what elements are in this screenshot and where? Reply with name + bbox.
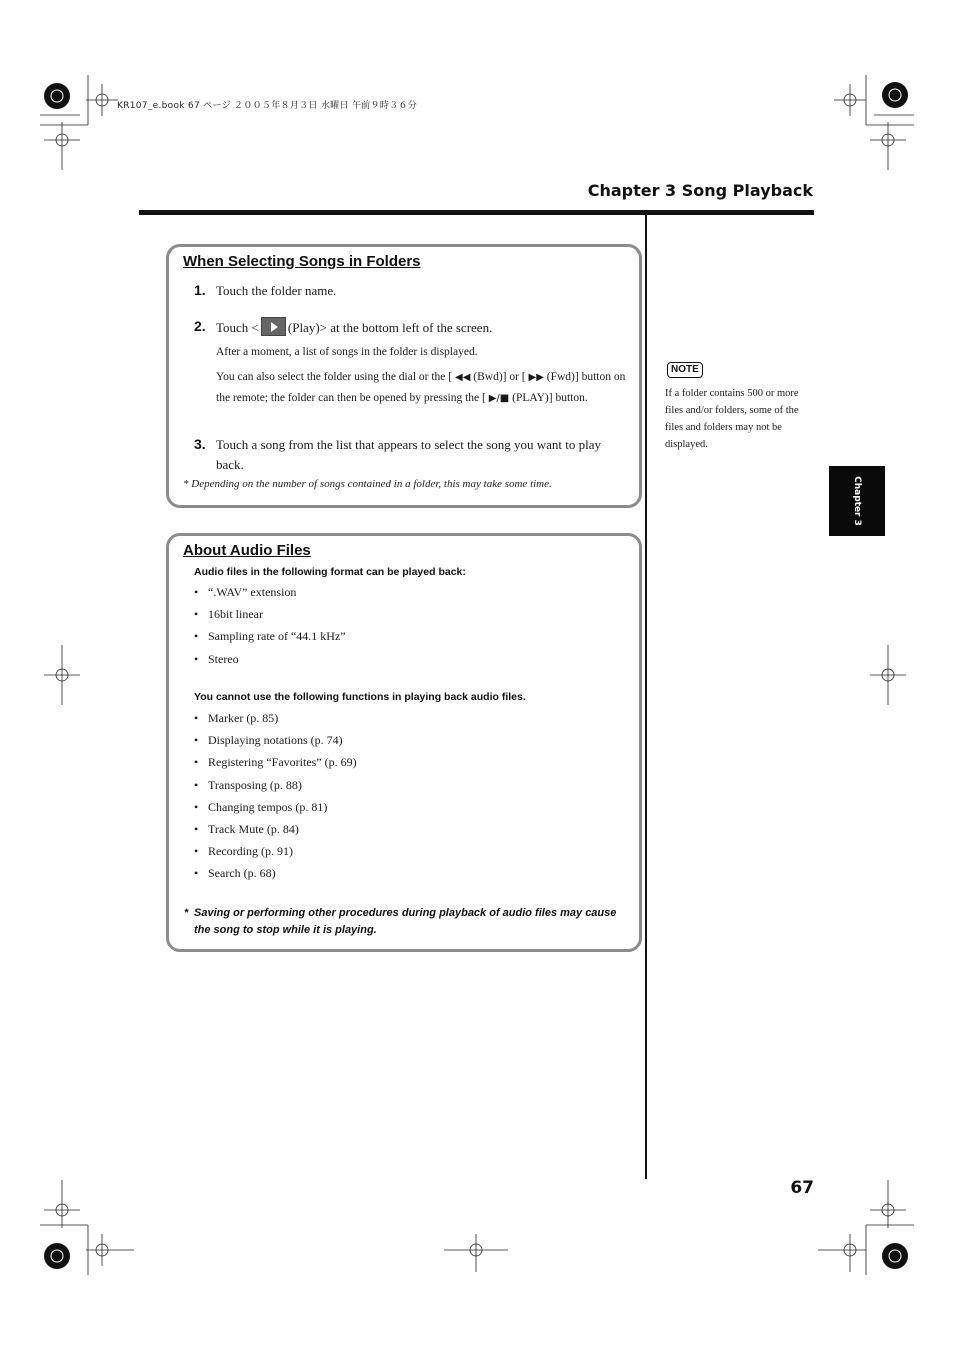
list-item: • Track Mute (p. 84) — [194, 818, 357, 840]
list-item: • “.WAV” extension — [194, 581, 346, 603]
section-folders-footnote: * Depending on the number of songs contained in a folder, this may take some time. — [183, 478, 552, 490]
list-item: • Displaying notations (p. 74) — [194, 729, 357, 751]
side-note-text: If a folder contains 500 or more files and/or folders, some of the files and folders may not be displayed. — [665, 388, 799, 450]
list-item: • Sampling rate of “44.1 kHz” — [194, 625, 346, 647]
warning-text: Saving or performing other procedures during playback of audio files may cause the song to stop while it is playing. — [194, 907, 617, 936]
list-item: • Recording (p. 91) — [194, 840, 357, 862]
sub-2-d: (PLAY)] button. — [512, 392, 588, 404]
chapter-heading: Chapter 3 Song Playback — [587, 181, 813, 200]
chapter-tab — [829, 466, 885, 536]
list-item: • Registering “Favorites” (p. 69) — [194, 751, 357, 773]
column-divider — [645, 215, 647, 1179]
header-rule — [139, 210, 814, 215]
warning-star: * — [184, 907, 189, 919]
step-2-number: 2. — [194, 318, 206, 334]
list-item: • Stereo — [194, 648, 346, 670]
note-badge: NOTE — [667, 362, 703, 378]
list-item: • Changing tempos (p. 81) — [194, 796, 357, 818]
format-heading: Audio files in the following format can be played back: — [194, 566, 466, 578]
step-3-text: Touch a song from the list that appears to select the song you want to play back. — [216, 437, 602, 472]
restrict-list — [194, 707, 357, 885]
bwd-icon: ◀◀ — [455, 372, 471, 383]
section-audio-title: About Audio Files — [183, 542, 311, 559]
step-2-text — [216, 317, 492, 338]
list-item: • Marker (p. 85) — [194, 707, 357, 729]
sub-2-c: (Fwd)] button on the remote; the folder can then be opened by pressing the — [216, 371, 626, 404]
step-3-number: 3. — [194, 436, 206, 452]
step-2-text-after: (Play)> at the bottom left of the screen. — [287, 320, 493, 335]
format-list — [194, 581, 346, 670]
page-number: 67 — [790, 1178, 814, 1198]
step-1-text: Touch the folder name. — [216, 283, 337, 298]
step-2-sub-2: You can also select the folder using the dial or the [ ◀◀ (Bwd)] or [ ▶▶ (Fwd)] button on the remote; the folder can then be opened by pressing the [ ▶/■ (PLAY)] button. — [216, 371, 626, 404]
step-2-sub-1: After a moment, a list of songs in the folder is displayed. — [216, 346, 478, 358]
step-2-text-before: Touch < — [216, 320, 259, 335]
fwd-icon: ▶▶ — [528, 372, 544, 383]
sub-2-b: (Bwd)] or [ — [473, 371, 526, 383]
sub-2-a: You can also select the folder using the dial or the [ — [216, 371, 453, 383]
restrict-heading: You cannot use the following functions in playing back audio files. — [194, 691, 526, 703]
list-item: • Search (p. 68) — [194, 862, 357, 884]
list-item: • 16bit linear — [194, 603, 346, 625]
play-icon — [261, 317, 286, 336]
print-meta-line: KR107_e.book 67 ページ ２００５年８月３日 水曜日 午前９時３６分 — [117, 101, 418, 111]
step-1-number: 1. — [194, 282, 206, 298]
play-stop-icon: ▶/■ — [488, 393, 510, 404]
list-item: • Transposing (p. 88) — [194, 774, 357, 796]
section-folders-title: When Selecting Songs in Folders — [183, 253, 421, 270]
chapter-tab-label: Chapter 3 — [852, 476, 862, 526]
